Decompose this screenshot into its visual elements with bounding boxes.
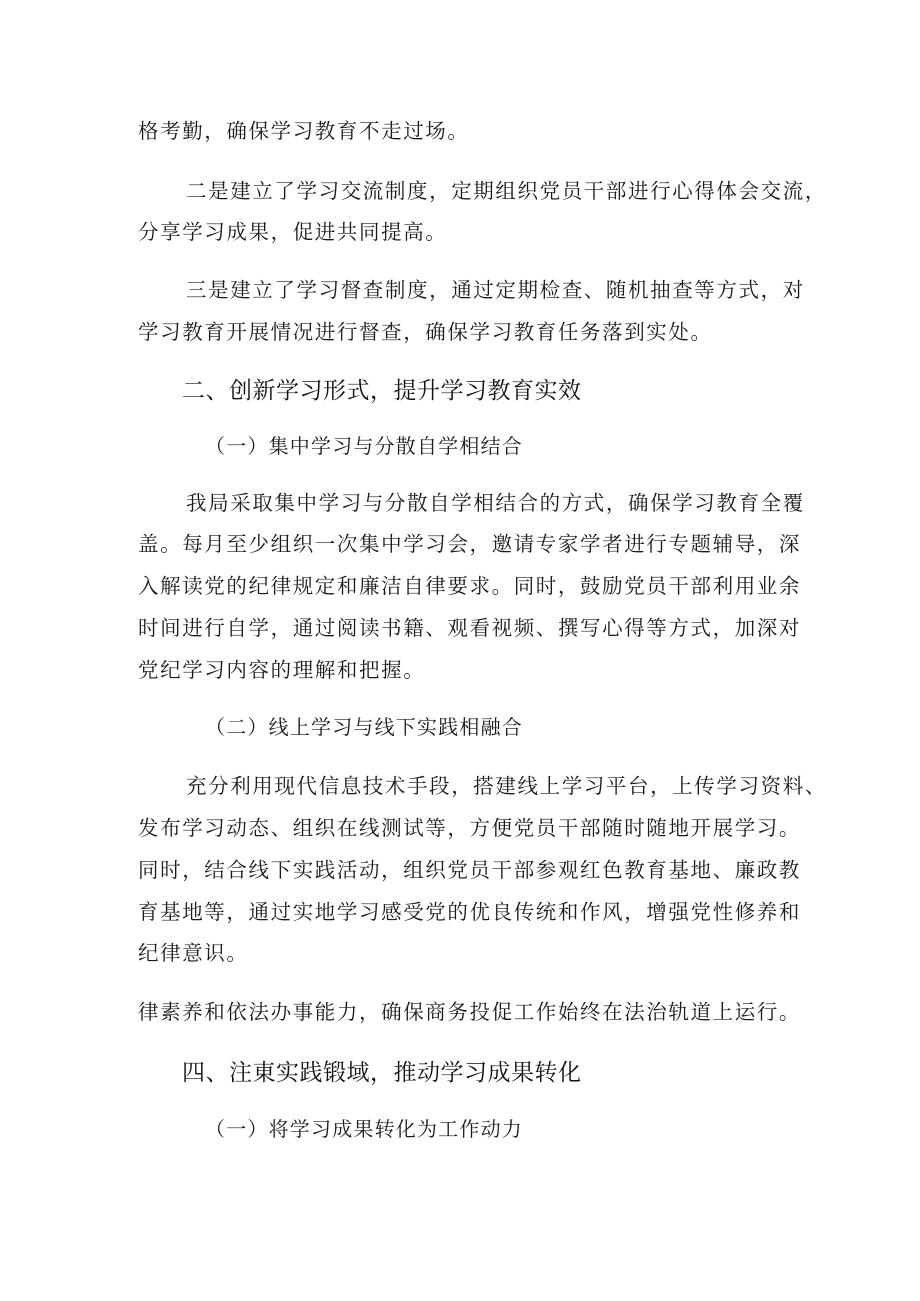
text-line: 三是建立了学习督查制度，通过定期检查、随机抽查等方式，对 [186,278,805,302]
text-line: 分享学习成果，促进共同提高。 [138,220,448,244]
text-line: 充分利用现代信息技术手段，搭建线上学习平台，上传学习资料、 [186,774,827,798]
text-line: 律素养和依法办事能力，确保商务投促工作始终在法治轨道上运行。 [138,1000,801,1024]
subsection-heading: （二）线上学习与线下实践相融合 [205,715,523,739]
text-line: 时间进行自学，通过阅读书籍、观看视频、撰写心得等方式，加深对 [138,616,801,640]
text-line: 二是建立了学习交流制度，定期组织党员干部进行心得体会交流， [186,179,827,203]
text-line: 党纪学习内容的理解和把握。 [138,658,426,682]
text-line: 盖。每月至少组织一次集中学习会，邀请专家学者进行专题辅导，深 [138,532,801,556]
section-heading: 二、创新学习形式，提升学习教育实效 [182,378,582,404]
text-line: 发布学习动态、组织在线测试等，方便党员干部随时随地开展学习。 [138,816,801,840]
text-line: 我局采取集中学习与分散自学相结合的方式，确保学习教育全覆 [186,491,805,515]
subsection-heading: （一）将学习成果转化为工作动力 [205,1117,523,1141]
text-line: 格考勤，确保学习教育不走过场。 [138,119,470,143]
text-line: 入解读党的纪律规定和廉洁自律要求。同时，鼓励党员干部利用业余 [138,574,801,598]
text-line: 同时，结合线下实践活动，组织党员干部参观红色教育基地、廉政教 [138,858,801,882]
text-line: 学习教育开展情况进行督查，确保学习教育任务落到实处。 [138,320,713,344]
section-heading: 四、注東实践锻域，推动学习成果转化 [182,1060,582,1086]
text-line: 纪律意识。 [138,941,249,965]
text-line: 育基地等，通过实地学习感受党的优良传统和作风，增强党性修养和 [138,900,801,924]
subsection-heading: （一）集中学习与分散自学相结合 [205,434,523,458]
